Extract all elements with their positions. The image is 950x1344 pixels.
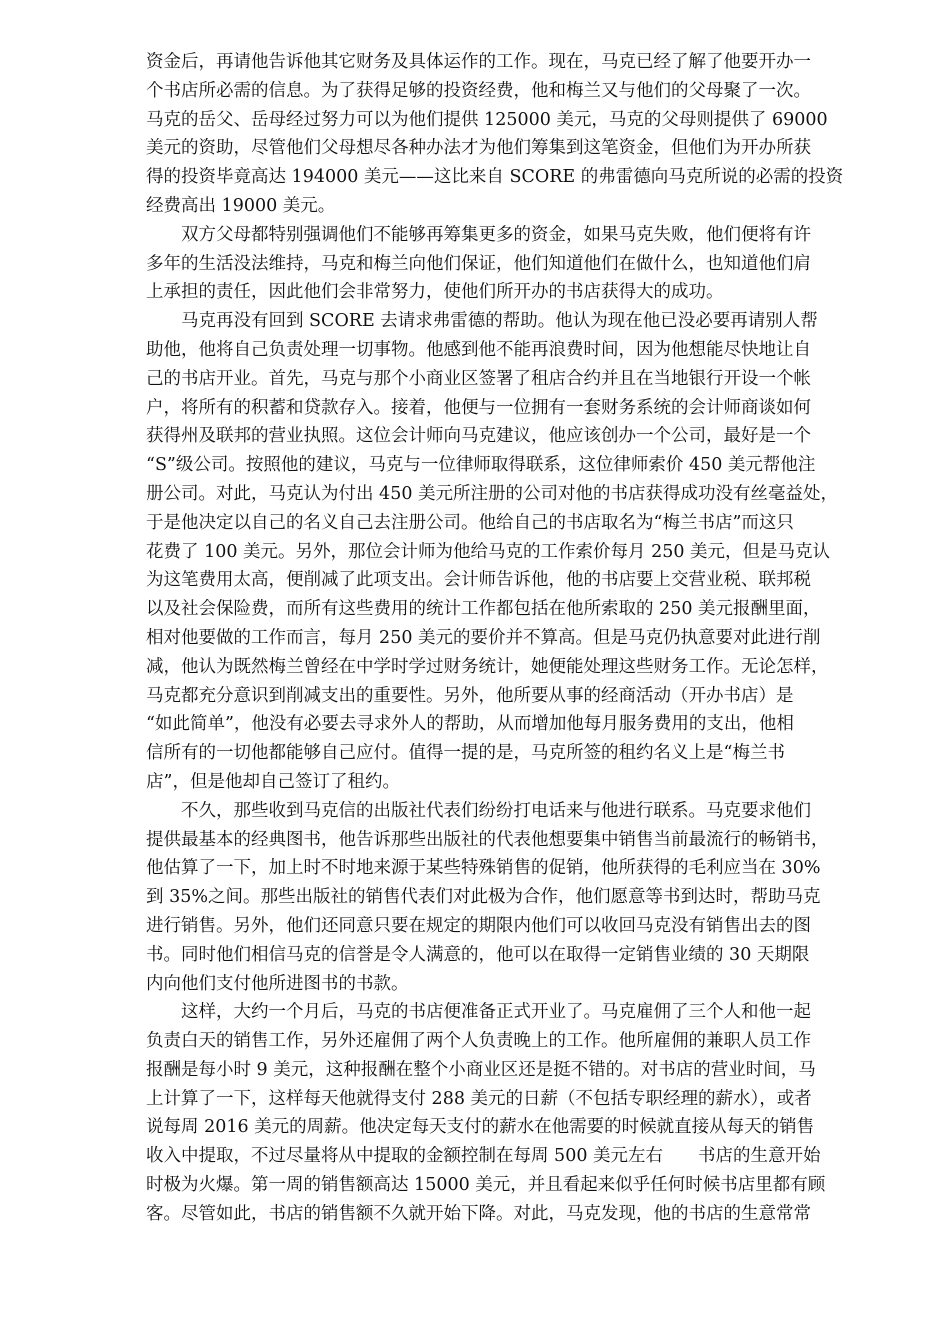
text-line: 资金后，再请他告诉他其它财务及具体运作的工作。现在，马克已经了解了他要开办一 <box>146 52 811 72</box>
text-line: 上计算了一下，这样每天他就得支付 288 美元的日薪（不包括专职经理的薪水），或者 <box>146 1088 812 1109</box>
text-line: 个书店所必需的信息。为了获得足够的投资经费，他和梅兰又与他们的父母聚了一次。 <box>146 80 811 101</box>
text-line: 客。尽管如此，书店的销售额不久就开始下降。对此，马克发现，他的书店的生意常常 <box>146 1203 811 1224</box>
text-line: 为这笔费用太高，便削减了此项支出。会计师告诉他，他的书店要上交营业税、联邦税 <box>146 570 811 591</box>
text-line: 己的书店开业。首先，马克与那个小商业区签署了租店合约并且在当地银行开设一个帐 <box>146 368 811 389</box>
text-line: 到 35%之间。那些出版社的销售代表们对此极为合作，他们愿意等书到达时，帮助马克 <box>146 887 821 908</box>
text-line: 马克都充分意识到削减支出的重要性。另外，他所要从事的经商活动（开办书店）是 <box>146 685 794 706</box>
text-line: 不久，那些收到马克信的出版社代表们纷纷打电话来与他进行联系。马克要求他们 <box>146 800 811 821</box>
text-line: 报酬是每小时 9 美元，这种报酬在整个小商业区还是挺不错的。对书店的营业时间，马 <box>146 1059 816 1080</box>
text-line: 马克再没有回到 SCORE 去请求弗雷德的帮助。他认为现在他已没必要再请别人帮 <box>146 311 818 332</box>
text-line: “S”级公司。按照他的建议，马克与一位律师取得联系，这位律师索价 450 美元帮他注 <box>146 455 816 476</box>
text-line: 信所有的一切他都能够自己应付。值得一提的是，马克所签的租约名义上是“梅兰书 <box>146 743 785 764</box>
text-line: 收入中提取，不过尽量将从中提取的金额控制在每周 500 美元左右 书店的生意开始 <box>146 1146 821 1167</box>
text-line: 于是他决定以自己的名义自己去注册公司。他给自己的书店取名为“梅兰书店”而这只 <box>146 512 794 533</box>
text-line: 这样，大约一个月后，马克的书店便准备正式开业了。马克雇佣了三个人和他一起 <box>146 1002 811 1023</box>
text-line: 马克的岳父、岳母经过努力可以为他们提供 125000 美元，马克的父母则提供了 69000 <box>146 109 828 130</box>
text-line: 助他，他将自己负责处理一切事物。他感到他不能再浪费时间，因为他想能尽快地让自 <box>146 339 811 360</box>
text-line: 花费了 100 美元。另外，那位会计师为他给马克的工作索价每月 250 美元，但是马克认 <box>146 541 831 562</box>
text-line: 书。同时他们相信马克的信誉是令人满意的，他可以在取得一定销售业绩的 30 天期限 <box>146 944 810 965</box>
text-line: 时极为火爆。第一周的销售额高达 15000 美元，并且看起来似乎任何时候书店里都有顾 <box>146 1175 826 1196</box>
text-line: 经费高出 19000 美元。 <box>146 195 336 216</box>
text-line: 美元的资助，尽管他们父母想尽各种办法才为他们筹集到这笔资金，但他们为开办所获 <box>146 138 811 159</box>
text-line: 册公司。对此，马克认为付出 450 美元所注册的公司对他的书店获得成功没有丝毫益处， <box>146 483 839 504</box>
text-line: “如此简单”，他没有必要去寻求外人的帮助，从而增加他每月服务费用的支出，他相 <box>146 714 794 735</box>
text-line: 相对他要做的工作而言，每月 250 美元的要价并不算高。但是马克仍执意要对此进行削 <box>146 627 821 648</box>
text-line: 进行销售。另外，他们还同意只要在规定的期限内他们可以收回马克没有销售出去的图 <box>146 915 811 936</box>
text-line: 户，将所有的积蓄和贷款存入。接着，他便与一位拥有一套财务系统的会计师商谈如何 <box>146 397 811 418</box>
text-line: 多年的生活没法维持，马克和梅兰向他们保证，他们知道他们在做什么，也知道他们肩 <box>146 253 811 274</box>
text-line: 负责白天的销售工作，另外还雇佣了两个人负责晚上的工作。他所雇佣的兼职人员工作 <box>146 1031 811 1052</box>
text-line: 他估算了一下，加上时不时地来源于某些特殊销售的促销，他所获得的毛利应当在 30% <box>146 858 821 879</box>
text-line: 说每周 2016 美元的周薪。他决定每天支付的薪水在他需要的时候就直接从每天的销售 <box>146 1117 815 1138</box>
text-line: 得的投资毕竟高达 194000 美元——这比来自 SCORE 的弗雷德向马克所说的必需的投资 <box>146 167 844 188</box>
text-line: 双方父母都特别强调他们不能够再筹集更多的资金，如果马克失败，他们便将有许 <box>146 224 811 245</box>
text-line: 上承担的责任，因此他们会非常努力，使他们所开办的书店获得大的成功。 <box>146 282 724 303</box>
text-line: 内向他们支付他所进图书的书款。 <box>146 973 409 994</box>
text-line: 获得州及联邦的营业执照。这位会计师向马克建议，他应该创办一个公司，最好是一个 <box>146 426 811 447</box>
text-line: 减，他认为既然梅兰曾经在中学时学过财务统计，她便能处理这些财务工作。无论怎样， <box>146 656 829 677</box>
text-line: 提供最基本的经典图书，他告诉那些出版社的代表他想要集中销售当前最流行的畅销书， <box>146 829 829 850</box>
text-line: 店”，但是他却自己签订了租约。 <box>146 771 400 792</box>
text-line: 以及社会保险费，而所有这些费用的统计工作都包括在他所索取的 250 美元报酬里面， <box>146 599 821 620</box>
document-body <box>146 48 874 1229</box>
